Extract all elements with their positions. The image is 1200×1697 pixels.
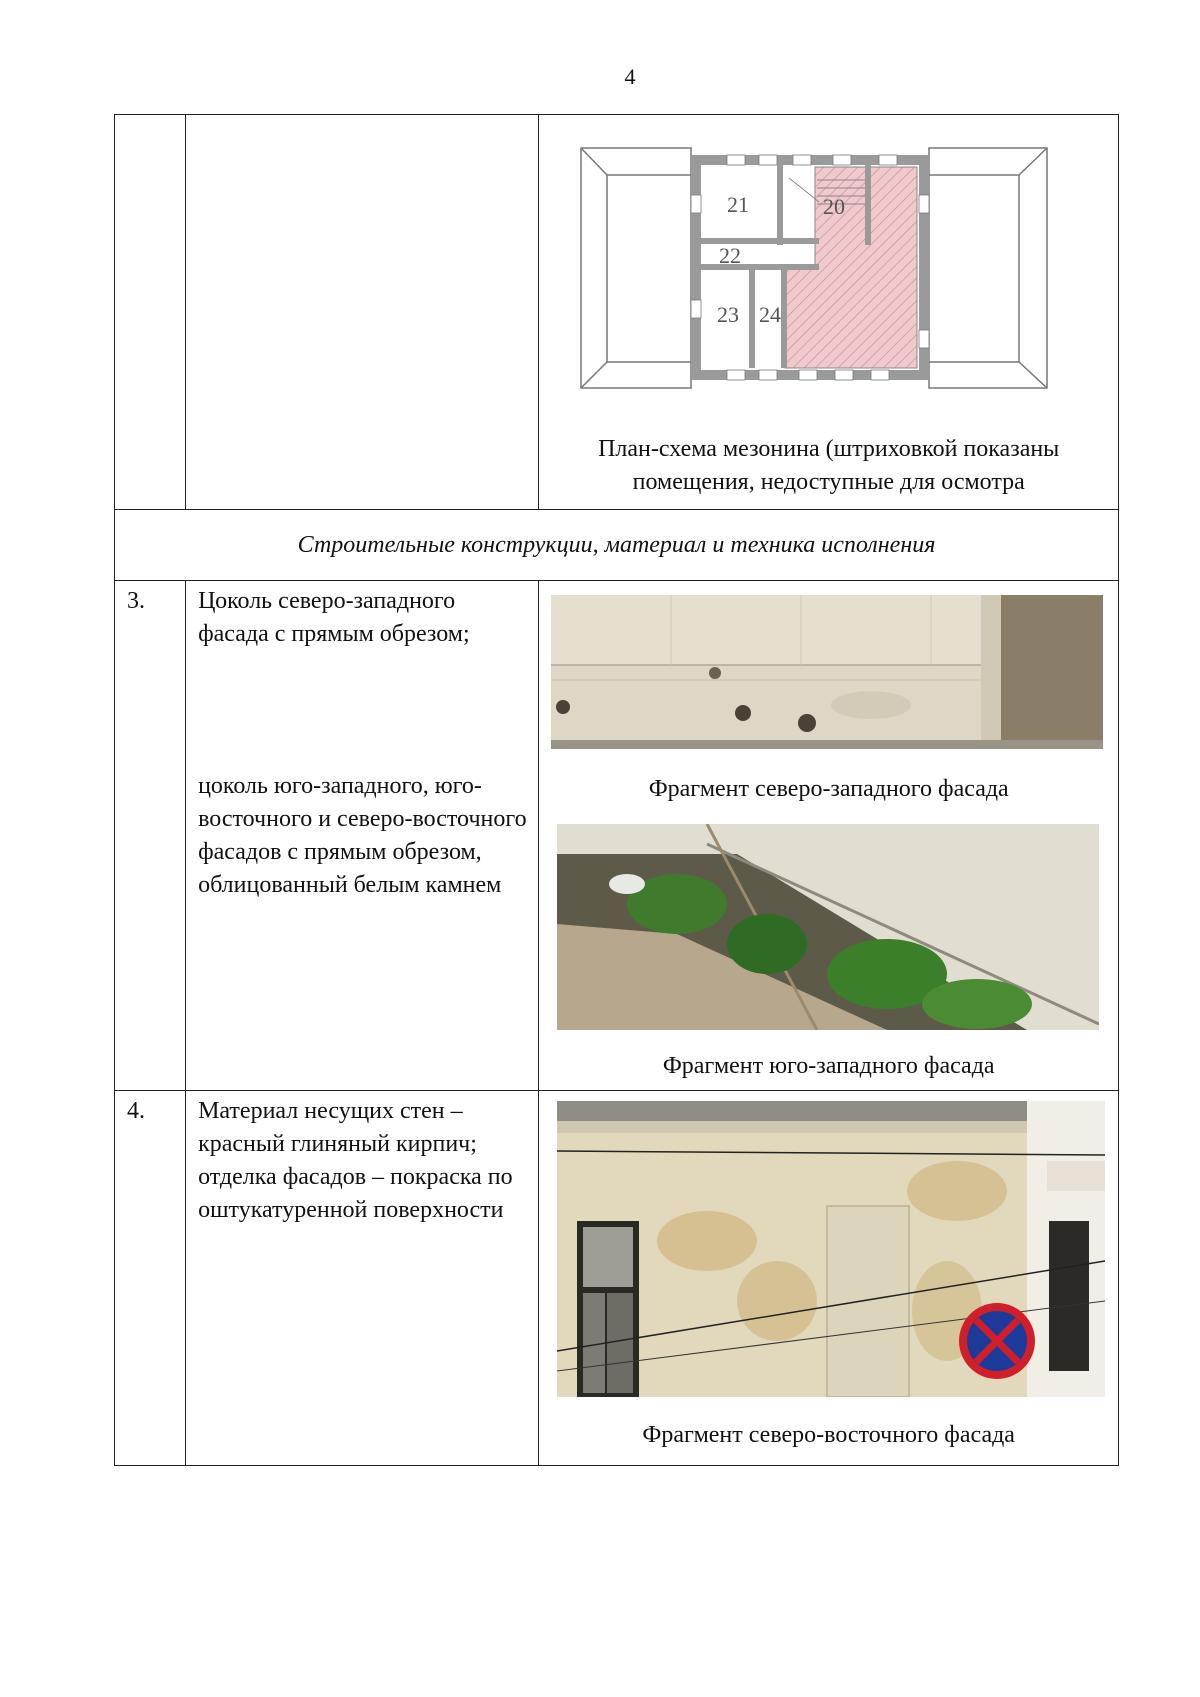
plan-caption-line-1: План-схема мезонина (штриховкой показаны bbox=[598, 436, 1060, 462]
row-4-number: 4. bbox=[115, 1091, 186, 1466]
document-table bbox=[114, 114, 1119, 1466]
caption-southwest-facade: Фрагмент юго-западного фасада bbox=[662, 1053, 995, 1079]
right-roof-wing bbox=[929, 148, 1047, 388]
mezzanine-plan-image bbox=[539, 115, 1118, 427]
photo-southwest-facade bbox=[557, 824, 1099, 1030]
photo-northeast-facade bbox=[557, 1101, 1105, 1397]
table-row-3 bbox=[115, 581, 1119, 1091]
photo-southwest-facade-image bbox=[557, 824, 1099, 1030]
plan-caption bbox=[539, 427, 1118, 499]
photo-northwest-facade-image bbox=[551, 595, 1103, 749]
cell-empty-desc bbox=[186, 115, 539, 510]
page-number: 4 bbox=[624, 64, 636, 89]
cell-empty-num bbox=[115, 115, 186, 510]
room-number-21: 21 bbox=[727, 192, 750, 217]
photo-northwest-facade bbox=[551, 595, 1103, 749]
row-3-photos bbox=[539, 581, 1119, 1091]
row-3-description-a: Цоколь северо-западного фасада с прямым обрезом; bbox=[198, 588, 470, 647]
photo-northeast-facade-image bbox=[557, 1101, 1105, 1397]
row-4-photos bbox=[539, 1091, 1119, 1466]
row-4-description: Материал несущих стен – красный глиняный кирпич; отделка фасадов – покраска по оштукатуренной поверхности bbox=[186, 1091, 539, 1466]
row-3-description-b: цоколь юго-западного, юго-восточного и северо-восточного фасадов с прямым обрезом, облицованный белым камнем bbox=[198, 773, 527, 898]
floor-plan-svg bbox=[579, 140, 1059, 402]
room-number-23: 23 bbox=[717, 302, 740, 327]
room-number-24: 24 bbox=[759, 302, 782, 327]
table-row-section bbox=[115, 510, 1119, 581]
caption-northwest-facade: Фрагмент северо-западного фасада bbox=[648, 776, 1009, 802]
row-3-number: 3. bbox=[115, 581, 186, 1091]
room-number-22: 22 bbox=[719, 243, 742, 268]
section-header: Строительные конструкции, материал и техника исполнения bbox=[115, 510, 1119, 581]
table-row-4 bbox=[115, 1091, 1119, 1466]
table-row-plan bbox=[115, 115, 1119, 510]
left-roof-wing bbox=[581, 148, 691, 388]
cell-plan bbox=[539, 115, 1119, 510]
no-stopping-sign-icon bbox=[959, 1303, 1035, 1379]
caption-northeast-facade: Фрагмент северо-восточного фасада bbox=[642, 1422, 1015, 1448]
room-number-20: 20 bbox=[823, 194, 846, 219]
row-3-description bbox=[186, 581, 539, 1091]
plan-caption-line-2: помещения, недоступные для осмотра bbox=[632, 469, 1025, 495]
